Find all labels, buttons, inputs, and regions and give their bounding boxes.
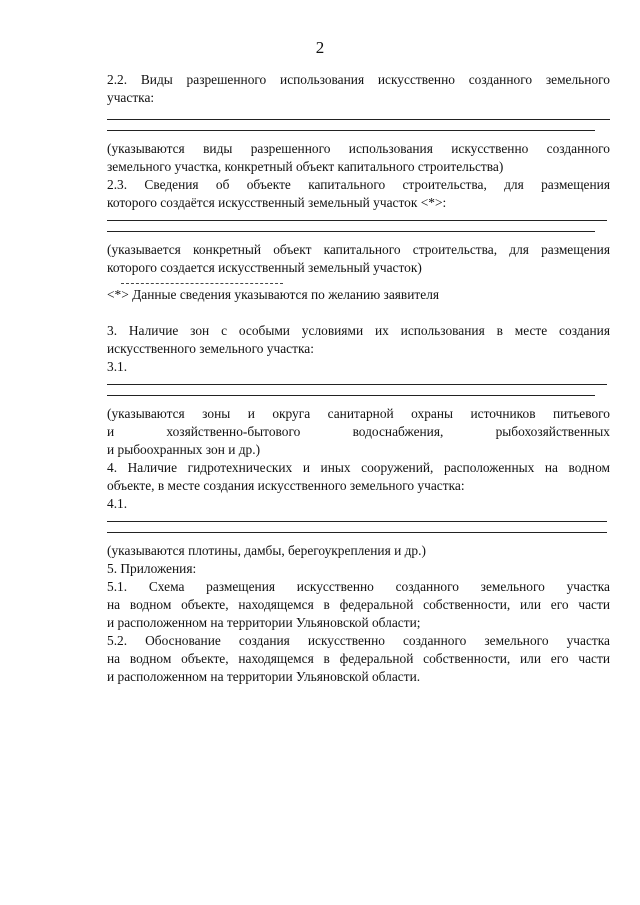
section-4-sub: 4.1. <box>107 496 128 511</box>
section-5-2-line3: и расположенном на территории Ульяновской области. <box>107 669 421 684</box>
section-3-sub: 3.1. <box>107 359 128 374</box>
footnote-text: <*> Данные сведения указываются по желанию заявителя <box>107 287 440 302</box>
section-5-1-line2: на водном объекте, находящемся в федеральной собственности, или его части <box>107 597 610 612</box>
footnote-separator <box>121 283 283 284</box>
hint-word: и <box>107 424 115 439</box>
section-3-line2: искусственного земельного участка: <box>107 341 314 356</box>
fill-line <box>107 119 610 120</box>
section-3-hint-line3: и рыбоохранных зон и др.) <box>107 442 261 457</box>
section-3-line1: 3. Наличие зон с особыми условиями их использования в месте создания <box>107 323 610 338</box>
section-3-hint-line2 <box>107 423 610 441</box>
section-2-3-hint-line2: которого создается искусственный земельный участок) <box>107 260 422 275</box>
section-5-2-line1: 5.2. Обоснование создания искусственно созданного земельного участка <box>107 633 610 648</box>
section-4-hint-line1: (указываются плотины, дамбы, берегоукрепления и др.) <box>107 543 426 558</box>
hint-word: хозяйственно-бытового <box>166 424 301 439</box>
section-2-2-hint-line2: земельного участка, конкретный объект капитального строительства) <box>107 159 504 174</box>
section-2-2-line1: 2.2. Виды разрешенного использования искусственно созданного земельного <box>107 72 610 87</box>
section-5-2-line2: на водном объекте, находящемся в федеральной собственности, или его части <box>107 651 610 666</box>
fill-line <box>107 220 607 221</box>
section-4-line1: 4. Наличие гидротехнических и иных сооружений, расположенных на водном <box>107 460 610 475</box>
hint-word: водоснабжения, <box>352 424 444 439</box>
hint-word: рыбохозяйственных <box>495 424 610 439</box>
section-2-3-line2: которого создаётся искусственный земельный участок <*>: <box>107 195 447 210</box>
section-2-3-line1: 2.3. Сведения об объекте капитального строительства, для размещения <box>107 177 610 192</box>
section-3-hint-line1: (указываются зоны и округа санитарной охраны источников питьевого <box>107 406 610 421</box>
section-2-3-hint-line1: (указывается конкретный объект капитального строительства, для размещения <box>107 242 610 257</box>
section-5-1-line1: 5.1. Схема размещения искусственно созданного земельного участка <box>107 579 610 594</box>
section-4-line2: объекте, в месте создания искусственного земельного участка: <box>107 478 465 493</box>
page-number: 2 <box>315 38 325 57</box>
section-5-title: 5. Приложения: <box>107 561 197 576</box>
fill-line <box>107 521 607 522</box>
fill-line <box>107 384 607 385</box>
section-2-2-hint-line1: (указываются виды разрешенного использования искусственно созданного <box>107 141 610 156</box>
document-body <box>107 71 610 686</box>
section-5-1-line3: и расположенном на территории Ульяновской области; <box>107 615 421 630</box>
section-2-2-line2: участка: <box>107 90 155 105</box>
